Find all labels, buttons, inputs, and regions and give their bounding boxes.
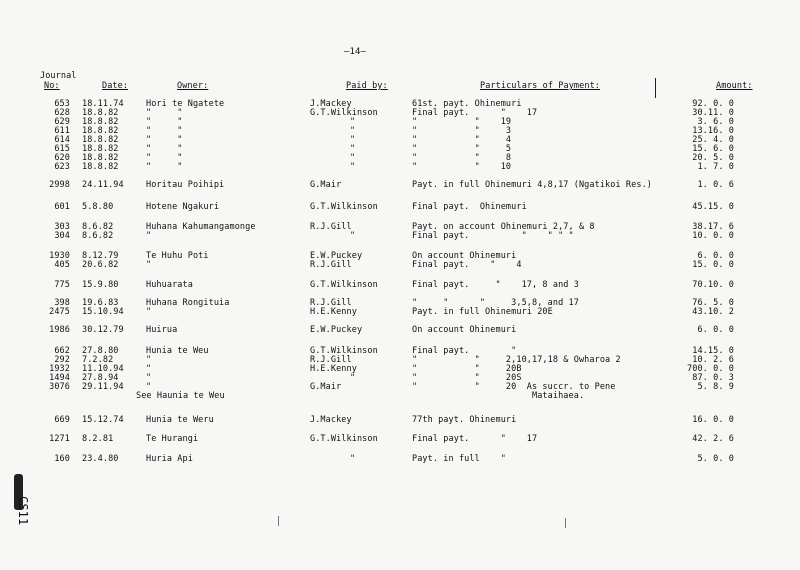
row-amount: 6. 0. 0 [697, 325, 734, 335]
header-particulars: Particulars of Payment: [480, 81, 601, 91]
row-paid-by: J.Mackey [310, 415, 352, 425]
row-owner: " [146, 382, 152, 392]
row-journal-no: 3076 [49, 382, 70, 392]
row-date: 18.8.82 [82, 117, 119, 127]
row-amount: 92. 0. 0 [692, 99, 734, 109]
row-amount: 10. 0. 0 [692, 231, 734, 241]
row-paid-by: " [350, 231, 356, 241]
row-owner: " " [146, 162, 183, 172]
row-date: 15.10.94 [82, 307, 124, 317]
row-date: 18.8.82 [82, 153, 119, 163]
row-owner: Hunia te Weru [146, 415, 214, 425]
row-owner: Te Hurangi [146, 434, 199, 444]
row-journal-no: 398 [54, 298, 70, 308]
row-owner: " [146, 364, 152, 374]
row-owner: " " [146, 153, 183, 163]
row-date: 23.4.80 [82, 454, 119, 464]
row-journal-no: 662 [54, 346, 70, 356]
row-particulars: " " 10 [412, 162, 512, 172]
row-particulars: Final payt. " 4 [412, 260, 522, 270]
row-paid-by: E.W.Puckey [310, 251, 363, 261]
row-owner: Huhana Rongituia [146, 298, 230, 308]
row-date: 18.8.82 [82, 126, 119, 136]
row-paid-by: H.E.Kenny [310, 307, 357, 317]
row-paid-by: G.Mair [310, 382, 342, 392]
row-paid-by: R.J.Gill [310, 355, 352, 365]
row-particulars: " " 19 [412, 117, 512, 127]
row-owner: Hunia te Weu [146, 346, 209, 356]
row-amount: 14.15. 0 [692, 346, 734, 356]
row-date: 27.8.80 [82, 346, 119, 356]
row-owner: Huirua [146, 325, 178, 335]
row-amount: 700. 0. 0 [687, 364, 734, 374]
row-journal-no: 1494 [49, 373, 70, 383]
row-date: 18.8.82 [82, 144, 119, 154]
header-owner: Owner: [177, 81, 209, 91]
row-amount: 6. 0. 0 [697, 251, 734, 261]
row-particulars: Payt. in full Ohinemuri 20E [412, 307, 553, 317]
row-amount: 15. 0. 0 [692, 260, 734, 270]
row-journal-no: 620 [54, 153, 70, 163]
row-journal-no: 601 [54, 202, 70, 212]
row-paid-by: G.T.Wilkinson [310, 202, 378, 212]
row-particulars: Final payt. " [412, 346, 517, 356]
row-particulars: On account Ohinemuri [412, 325, 517, 335]
row-particulars: " " 5 [412, 144, 512, 154]
row-particulars: Final payt. " 17 [412, 434, 538, 444]
row-date: 8.6.82 [82, 231, 114, 241]
row-paid-by: G.T.Wilkinson [310, 434, 378, 444]
row-amount: 43.10. 2 [692, 307, 734, 317]
row-date: 27.8.94 [82, 373, 119, 383]
row-journal-no: 611 [54, 126, 70, 136]
row-journal-no: 1986 [49, 325, 70, 335]
row-amount: 76. 5. 0 [692, 298, 734, 308]
row-paid-by: R.J.Gill [310, 298, 352, 308]
row-particulars: Final payt. Ohinemuri [412, 202, 527, 212]
row-paid-by: " [350, 153, 356, 163]
row-owner: " [146, 355, 152, 365]
row-amount: 87. 0. 3 [692, 373, 734, 383]
row-date: 30.12.79 [82, 325, 124, 335]
row-journal-no: 405 [54, 260, 70, 270]
row-particulars: " " 2,10,17,18 & Owharoa 2 [412, 355, 621, 365]
row-paid-by: " [350, 454, 356, 464]
row-owner: Te Huhu Poti [146, 251, 209, 261]
row-journal-no: 1271 [49, 434, 70, 444]
row-owner: " " [146, 117, 183, 127]
row-paid-by: " [350, 144, 356, 154]
row-owner: " " [146, 135, 183, 145]
row-date: 18.11.74 [82, 99, 124, 109]
row-date: 7.2.82 [82, 355, 114, 365]
row-particulars: 61st. payt. Ohinemuri [412, 99, 522, 109]
page-number: —14— [344, 47, 367, 57]
row-journal-no: 669 [54, 415, 70, 425]
row-amount: 16. 0. 0 [692, 415, 734, 425]
row-amount: 20. 5. 0 [692, 153, 734, 163]
speck-mark [565, 518, 566, 528]
row-amount: 45.15. 0 [692, 202, 734, 212]
row-date: 18.8.82 [82, 135, 119, 145]
row-date: 15.12.74 [82, 415, 124, 425]
margin-note: CS11 [16, 496, 30, 526]
row-amount: 42. 2. 6 [692, 434, 734, 444]
row-particulars: " " 4 [412, 135, 512, 145]
row-owner: " [146, 307, 152, 317]
row-owner: " " [146, 126, 183, 136]
row-particulars: Mataihaea. [412, 391, 585, 401]
row-paid-by: G.T.Wilkinson [310, 346, 378, 356]
row-journal-no: 775 [54, 280, 70, 290]
row-particulars: 77th payt. Ohinemuri [412, 415, 517, 425]
row-amount: 3. 6. 0 [697, 117, 734, 127]
row-particulars: Final payt. " 17 [412, 108, 538, 118]
row-owner: " [146, 260, 152, 270]
row-particulars: Final payt. " " " " [412, 231, 574, 241]
row-date: 29.11.94 [82, 382, 124, 392]
row-amount: 30.11. 0 [692, 108, 734, 118]
row-amount: 1. 0. 6 [697, 180, 734, 190]
row-journal-no: 614 [54, 135, 70, 145]
row-paid-by: R.J.Gill [310, 260, 352, 270]
row-paid-by: J.Mackey [310, 99, 352, 109]
row-paid-by: G.T.Wilkinson [310, 280, 378, 290]
row-journal-no: 628 [54, 108, 70, 118]
row-date: 19.6.83 [82, 298, 119, 308]
row-owner: " [146, 231, 152, 241]
speck-mark [278, 516, 279, 526]
row-journal-no: 2475 [49, 307, 70, 317]
row-owner: Huria Api [146, 454, 193, 464]
row-amount: 25. 4. 0 [692, 135, 734, 145]
row-owner: Hotene Ngakuri [146, 202, 220, 212]
header-paid-by: Paid by: [346, 81, 388, 91]
row-particulars: On account Ohinemuri [412, 251, 517, 261]
row-paid-by: G.Mair [310, 180, 342, 190]
header-journal: Journal [40, 71, 77, 81]
row-journal-no: 623 [54, 162, 70, 172]
row-paid-by: G.T.Wilkinson [310, 108, 378, 118]
row-journal-no: 160 [54, 454, 70, 464]
row-particulars: Payt. in full Ohinemuri 4,8,17 (Ngatikoi Res.) [412, 180, 653, 190]
row-amount: 15. 6. 0 [692, 144, 734, 154]
row-particulars: " " 20B [412, 364, 522, 374]
row-particulars: " " 8 [412, 153, 512, 163]
row-owner: Huhana Kahumangamonge [146, 222, 256, 232]
row-journal-no: 292 [54, 355, 70, 365]
pen-mark [655, 78, 656, 98]
row-journal-no: 653 [54, 99, 70, 109]
row-date: 8.6.82 [82, 222, 114, 232]
row-amount: 5. 0. 0 [697, 454, 734, 464]
row-particulars: Payt. on account Ohinemuri 2,7, & 8 [412, 222, 595, 232]
row-date: 24.11.94 [82, 180, 124, 190]
row-journal-no: 629 [54, 117, 70, 127]
row-paid-by: " [350, 126, 356, 136]
row-date: 5.8.80 [82, 202, 114, 212]
row-amount: 13.16. 0 [692, 126, 734, 136]
row-paid-by: E.W.Puckey [310, 325, 363, 335]
row-paid-by: " [350, 373, 356, 383]
row-paid-by: H.E.Kenny [310, 364, 357, 374]
row-owner: Huhuarata [146, 280, 193, 290]
row-date: 20.6.82 [82, 260, 119, 270]
row-amount: 70.10. 0 [692, 280, 734, 290]
row-owner: " [146, 373, 152, 383]
row-paid-by: " [350, 117, 356, 127]
row-paid-by: " [350, 135, 356, 145]
row-particulars: " " 3 [412, 126, 512, 136]
row-date: 8.2.81 [82, 434, 114, 444]
row-amount: 38.17. 6 [692, 222, 734, 232]
row-journal-no: 1930 [49, 251, 70, 261]
row-owner: " " [146, 108, 183, 118]
row-owner: Horitau Poihipi [146, 180, 225, 190]
row-journal-no: 303 [54, 222, 70, 232]
row-amount: 1. 7. 0 [697, 162, 734, 172]
row-paid-by: " [350, 162, 356, 172]
header-date: Date: [102, 81, 129, 91]
row-particulars: " " 20S [412, 373, 522, 383]
row-journal-no: 2998 [49, 180, 70, 190]
row-amount: 5. 8. 9 [697, 382, 734, 392]
row-date: 15.9.80 [82, 280, 119, 290]
row-owner: " " [146, 144, 183, 154]
row-date: 11.10.94 [82, 364, 124, 374]
row-paid-by: R.J.Gill [310, 222, 352, 232]
row-date: 18.8.82 [82, 162, 119, 172]
row-particulars: " " " 3,5,8, and 17 [412, 298, 579, 308]
row-owner: Hori te Ngatete [146, 99, 225, 109]
row-journal-no: 304 [54, 231, 70, 241]
row-particulars: Final payt. " 17, 8 and 3 [412, 280, 579, 290]
header-amount: Amount: [716, 81, 753, 91]
row-journal-no: 1932 [49, 364, 70, 374]
header-journal-no: No: [44, 81, 60, 91]
row-owner: See Haunia te Weu [136, 391, 225, 401]
row-journal-no: 615 [54, 144, 70, 154]
row-particulars: " " 20 As succr. to Pene [412, 382, 616, 392]
row-particulars: Payt. in full " [412, 454, 506, 464]
row-date: 8.12.79 [82, 251, 119, 261]
row-amount: 10. 2. 6 [692, 355, 734, 365]
row-date: 18.8.82 [82, 108, 119, 118]
